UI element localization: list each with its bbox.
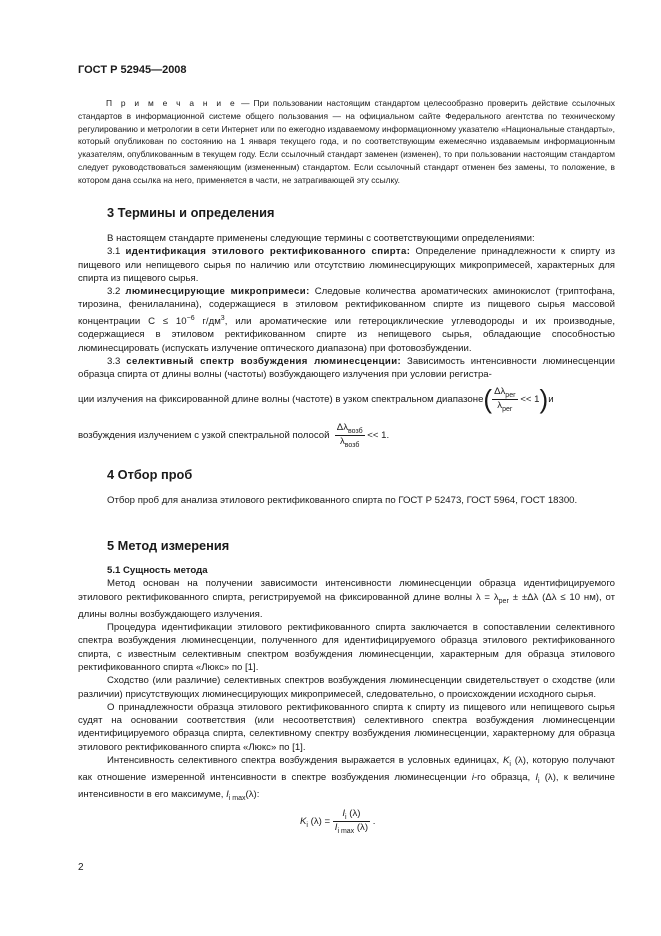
- formula-num-tail: (λ): [346, 808, 361, 819]
- term-3-3-title: селективный спектр возбуждения люминесценции:: [126, 355, 402, 367]
- note-paragraph: [78, 97, 615, 187]
- term-3-3-line3: [78, 422, 618, 449]
- p1-a: Метод основан на получении зависимости интенсивности люминесценции образца идентифицируемого этилового ректификованного спирта, регистрируемой на фиксированной длине волны λ =: [78, 578, 615, 603]
- formula-end: .: [372, 815, 376, 827]
- term-3-2-number: 3.2: [107, 286, 126, 298]
- fraction-excitation: [335, 422, 365, 449]
- p5-k: K: [503, 755, 510, 767]
- p5-b: (λ), которую получают как отношение измеренной интенсивности в спектре возбуждения люминесценции: [78, 755, 615, 784]
- note-label: П р и м е ч а н и е: [106, 98, 237, 108]
- sub-vozb-2: возб: [344, 441, 360, 449]
- formula-K-symbol: K: [300, 815, 307, 827]
- term-3-3-line2: [78, 384, 618, 415]
- delta-lambda: Δλ: [494, 386, 506, 398]
- much-less-one: << 1: [520, 394, 540, 406]
- p5-i: i: [471, 772, 474, 784]
- term-3-3-line3-text: возбуждения излучением с узкой спектральной полосой: [78, 429, 330, 441]
- formula-den-tail: (λ): [354, 821, 369, 833]
- formula-fraction: [333, 808, 370, 835]
- formula-denominator: [333, 822, 370, 835]
- section-5-body: [78, 564, 615, 806]
- term-3-3-line2-text: ции излучения на фиксированной длине волны (частоте) в узком спектральном диапазоне: [78, 394, 484, 406]
- section-5-p1: [78, 577, 615, 621]
- term-3-1-definition: Определение принадлежности к спирту из пищевого или непищевого сырья по наличию или отсутствию люминесцирующих микропримесей, характерных для спирта из пищевого сырья.: [78, 246, 615, 284]
- term-3-1: [78, 245, 615, 285]
- p5-a: Интенсивность селективного спектра возбуждения выражается в условных единицах,: [107, 755, 503, 767]
- p1-sub: рег: [498, 597, 509, 605]
- p5-d: (λ), к величине интенсивности в его максимуме,: [78, 772, 615, 801]
- p5-I: I: [535, 772, 539, 784]
- term-3-2-exponent-2: 3: [220, 314, 225, 322]
- fraction-excitation-denominator: [335, 436, 365, 449]
- term-3-3-definition: Зависимость интенсивности люминесценции образца спирта от длины волны (частоты) возбуждающего излучения при условии регистра-: [78, 355, 615, 381]
- fraction-registration-denominator: [492, 400, 518, 413]
- p5-k-sub: i: [509, 760, 511, 768]
- term-3-3-number: 3.3: [107, 355, 127, 367]
- fraction-registration: [492, 386, 518, 413]
- formula-num-sub: i: [345, 813, 347, 821]
- term-3-1-title: идентификация этилового ректификованного спирта:: [125, 246, 411, 258]
- paren-left-icon: (: [483, 384, 493, 414]
- lambda: λ: [497, 400, 503, 411]
- lambda-2: λ: [339, 435, 345, 447]
- term-3-2-exponent: −6: [186, 314, 195, 322]
- section-5-p4: О принадлежности образца этилового ректификованного спирта к спирту из пищевого или непищевого сырья судят на основании соответствия (или несоответствия) селективного спектра возбуждения люминесценции идентифицируемого образца спирта, селективному спектру возбуждения люминесценции, характерному для образца этилового ректификованного спирта «Люкс» по [1].: [78, 701, 615, 753]
- p5-I-sub: i: [538, 778, 540, 786]
- document-header: ГОСТ Р 52945—2008: [78, 64, 187, 76]
- section-5-p3: Сходство (или различие) селективных спектров возбуждения люминесценции свидетельствует о сходстве (или различии) присутствующих люминесцирующих микропримесей, следовательно, о происхождении исходного сырья.: [78, 675, 615, 700]
- subsection-5-1-heading: 5.1 Сущность метода: [107, 565, 208, 576]
- section-4-heading: 4 Отбор проб: [107, 467, 193, 482]
- p1-c: ± ±Δλ (Δλ ≤ 10 нм), от длины волны возбуждающего излучения.: [78, 591, 615, 620]
- p5-c: -го образца,: [473, 772, 536, 784]
- sub-reg: рег: [505, 392, 516, 399]
- p5-e: (λ):: [245, 789, 260, 801]
- p1-lambda: λ: [493, 591, 499, 603]
- fraction-excitation-numerator: [335, 422, 365, 436]
- formula-numerator: [333, 808, 370, 822]
- section-4-body: [78, 494, 615, 507]
- term-3-2-definition-c: , или ароматические или гетероциклические углеводороды и их производные, содержащиеся в этиловом ректификованном спирте из непищевого сырья, обладающие способностью люминесцировать (испускать излучение оптического диапазона) при фотовозбуждении.: [78, 315, 615, 354]
- section-5-p2: Процедура идентификации этилового ректификованного спирта заключается в сопоставлении селективного спектра возбуждения люминесценции, полученного для идентифицируемого образца этилового ректификованного спирта, с известным селективным спектром возбуждения люминесценции, характерным для образца этилового ректификованного спирта «Люкс» по [1].: [78, 622, 615, 673]
- delta-lambda-2: Δλ: [336, 422, 348, 433]
- page-number: 2: [78, 862, 84, 873]
- formula-num-I: I: [342, 808, 346, 819]
- much-less-one-2: << 1.: [367, 429, 390, 441]
- formula-K: [300, 808, 375, 835]
- term-3-2-definition-a: Следовые количества ароматических аминокислот (триптофана, тирозина, фенилаланина), содержащиеся в этиловом ректификованном спирте из пищевого сырья массовой концентрации C ≤ 10: [78, 286, 615, 327]
- sub-vozb: возб: [348, 427, 363, 435]
- term-3-3: [78, 355, 615, 382]
- term-3-2-title: люминесцирующие микропримеси:: [125, 286, 310, 298]
- p5-Imax: I: [226, 789, 229, 801]
- section-3-intro: В настоящем стандарте применены следующие термины с соответствующими определениями:: [107, 233, 535, 244]
- sub-reg-2: рег: [502, 405, 513, 413]
- formula-lhs-tail: (λ) =: [310, 815, 331, 827]
- paren-right-icon: ): [539, 384, 549, 414]
- section-5-p5: [78, 754, 615, 806]
- term-3-2-definition-b: г/дм: [194, 315, 221, 327]
- p5-Imax-sub: i max: [228, 795, 246, 803]
- section-5-heading: 5 Метод измерения: [107, 538, 230, 553]
- section-4-text: Отбор проб для анализа этилового ректификованного спирта по ГОСТ Р 52473, ГОСТ 5964, ГОСТ 18300.: [107, 495, 578, 506]
- section-3-heading: 3 Термины и определения: [107, 205, 275, 220]
- formula-K-sub: i: [306, 821, 308, 829]
- note-text: — При пользовании настоящим стандартом целесообразно проверить действие ссылочных стандартов в информационной системе общего пользования — на официальном сайте Федерального агентства по техническому регулированию и метрологии в сети Интернет или по ежегодно издаваемому информационному указателю «Национальные стандарты», который опубликован по состоянию на 1 января текущего года, и по соответствующим ежемесячно издаваемым информационным указателям, опубликованным в текущем году. Если ссылочный стандарт заменен (изменен), то при пользовании настоящим стандартом следует руководствоваться заменяющим (измененным) стандартом. Если ссылочный стандарт отменен без замены, то положение, в котором дана ссылка на него, применяется в части, не затрагивающей эту ссылку.: [78, 98, 615, 185]
- fraction-registration-numerator: [492, 386, 518, 400]
- section-3-body: [78, 232, 615, 381]
- formula-den-I: I: [334, 821, 338, 833]
- formula-den-sub: i max: [337, 827, 355, 835]
- term-3-2: [78, 285, 615, 355]
- term-3-1-number: 3.1: [107, 246, 126, 258]
- conjunction: и: [548, 394, 554, 406]
